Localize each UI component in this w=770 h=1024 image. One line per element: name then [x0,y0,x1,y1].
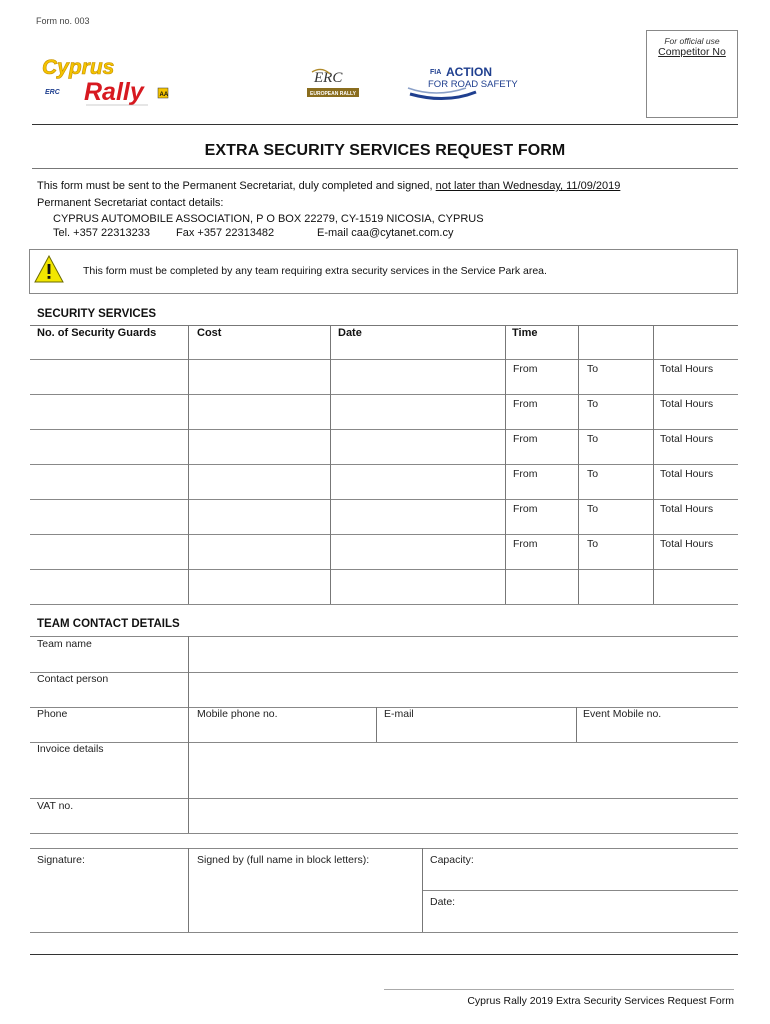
date-field-row[interactable] [331,570,504,603]
erc-logo [304,64,364,104]
form-number: Form no. 003 [36,16,90,26]
cost-field[interactable] [189,430,329,463]
total-hours-label: Total Hours [660,433,714,445]
total-hours-field[interactable] [654,476,738,498]
intro-deadline: not later than Wednesday, 11/09/2019 [435,180,621,192]
svg-text:ERC: ERC [45,89,60,96]
col-cost: Cost [197,327,222,339]
signed-by-label: Signed by (full name in block letters): [197,854,370,866]
time-from-label: From [513,503,538,515]
intro-line-2: Permanent Secretariat contact details: [37,197,224,209]
signature-divider-1 [188,848,189,932]
vat-field[interactable] [190,798,738,832]
date-field-row[interactable] [331,465,504,498]
total-hours-label: Total Hours [660,538,714,550]
page-title: EXTRA SECURITY SERVICES REQUEST FORM [204,142,566,159]
time-from-field[interactable] [506,476,577,498]
security-row-rule [30,604,738,605]
secretariat-address: CYPRUS AUTOMOBILE ASSOCIATION, P O BOX 22279, CY-1519 NICOSIA, CYPRUS [53,213,484,225]
cyprus-logo-text: Cyprus [42,56,115,79]
cost-field[interactable] [189,535,329,568]
total-hours-label: Total Hours [660,468,714,480]
footer-top-rule [30,954,738,955]
warning-icon [34,255,64,283]
cost-field[interactable] [189,465,329,498]
team-name-label: Team name [37,638,92,650]
time-from-field[interactable] [506,406,577,428]
official-use-box [646,30,738,118]
date-field-row[interactable] [331,430,504,463]
total-hours-field[interactable] [654,406,738,428]
guards-field[interactable] [31,360,187,393]
email-field[interactable] [378,720,576,742]
date-label: Date: [430,896,456,908]
security-header-top-rule [30,325,738,326]
title-top-rule [32,124,738,125]
time-to-field[interactable] [579,406,652,428]
contact-person-field[interactable] [190,672,738,707]
cost-field[interactable] [189,360,329,393]
capacity-label: Capacity: [430,854,474,866]
phone-label: Phone [37,708,68,720]
title-bottom-rule [32,168,738,169]
signature-divider-2 [422,848,423,932]
col-date: Date [338,327,362,339]
total-hours-field[interactable] [654,371,738,393]
time-from-label: From [513,538,538,550]
security-heading: SECURITY SERVICES [37,308,157,320]
rally-logo-text: Rally [84,78,144,106]
time-from-field[interactable] [506,546,577,568]
time-to-label: To [587,398,599,410]
erc-logo-text: ERC [314,70,343,86]
event-mobile-label: Event Mobile no. [583,708,662,720]
vat-label: VAT no. [37,800,74,812]
time-to-field[interactable] [579,546,652,568]
phone-field[interactable] [30,720,188,742]
signature-mid-rule [422,890,738,891]
secretariat-tel: Tel. +357 22313233 [53,227,150,239]
footer-rule [384,989,734,990]
time-from-label: From [513,398,538,410]
time-from-field[interactable] [506,511,577,533]
time-to-label: To [587,538,599,550]
footer-text: Cyprus Rally 2019 Extra Security Services Request Form [467,995,734,1007]
col-security-guards: No. of Security Guards [37,327,157,339]
team-row-rule [30,833,738,834]
total-hours-field[interactable] [654,441,738,463]
time-to-field[interactable] [579,476,652,498]
total-hours-field[interactable] [654,546,738,568]
date-field-row[interactable] [331,500,504,533]
cost-field[interactable] [189,395,329,428]
email-label: E-mail [384,708,414,720]
signature-field[interactable] [30,868,188,932]
fia-badge-text: FIA [430,69,442,76]
date-field[interactable] [424,908,738,932]
guards-field[interactable] [31,395,187,428]
official-use-label: For official use [664,36,720,46]
time-from-field[interactable] [506,441,577,463]
time-to-label: To [587,503,599,515]
guards-field[interactable] [31,535,187,568]
time-to-field[interactable] [579,371,652,393]
competitor-no-label: Competitor No [658,46,726,58]
date-field-row[interactable] [331,535,504,568]
cost-field[interactable] [189,570,329,603]
team-email-divider [576,707,577,742]
team-label-divider [188,636,189,833]
date-field-row[interactable] [331,395,504,428]
total-hours-label: Total Hours [660,503,714,515]
team-heading: TEAM CONTACT DETAILS [37,618,180,630]
intro-line-1 [37,180,620,193]
cyprus-rally-logo [40,52,180,112]
time-from-field[interactable] [506,581,577,603]
date-field-row[interactable] [331,360,504,393]
total-hours-label: Total Hours [660,363,714,375]
signed-by-field[interactable] [190,868,420,932]
total-hours-field[interactable] [654,511,738,533]
time-to-field[interactable] [579,441,652,463]
contact-person-label: Contact person [37,673,109,685]
total-hours-field[interactable] [654,581,738,603]
action-text: ACTION [446,65,492,79]
time-to-field[interactable] [579,581,652,603]
time-to-label: To [587,433,599,445]
guards-field[interactable] [31,465,187,498]
total-hours-label: Total Hours [660,398,714,410]
mobile-field[interactable] [190,720,376,742]
notice-box [29,249,738,294]
action-road-safety-logo [406,64,518,104]
capacity-field[interactable] [424,868,738,890]
time-to-label: To [587,468,599,480]
intro-instructions: This form must be sent to the Permanent Secretariat, duly completed and signed, [37,180,436,192]
time-from-label: From [513,363,538,375]
cost-field[interactable] [189,500,329,533]
svg-text:AA: AA [159,92,169,98]
time-from-field[interactable] [506,371,577,393]
event-mobile-field[interactable] [578,720,738,742]
col-time: Time [512,327,538,339]
time-from-label: From [513,433,538,445]
time-to-field[interactable] [579,511,652,533]
signature-bottom-rule [30,932,738,933]
guards-field[interactable] [31,570,187,603]
team-name-field[interactable] [190,636,738,672]
secretariat-email: E-mail caa@cytanet.com.cy [317,227,454,239]
invoice-field[interactable] [190,742,738,798]
mobile-label: Mobile phone no. [197,708,278,720]
erc-sub-text: EUROPEAN RALLY [310,91,356,97]
competitor-no-field[interactable] [653,63,731,113]
road-safety-text: FOR ROAD SAFETY [428,79,518,90]
guards-field[interactable] [31,430,187,463]
time-from-label: From [513,468,538,480]
team-phone-divider [376,707,377,742]
guards-field[interactable] [31,500,187,533]
notice-text: This form must be completed by any team requiring extra security services in the Service Park area. [83,265,547,277]
signature-top-rule [30,848,738,849]
invoice-label: Invoice details [37,743,104,755]
signature-label: Signature: [37,854,85,866]
secretariat-fax: Fax +357 22313482 [176,227,275,239]
time-to-label: To [587,363,599,375]
